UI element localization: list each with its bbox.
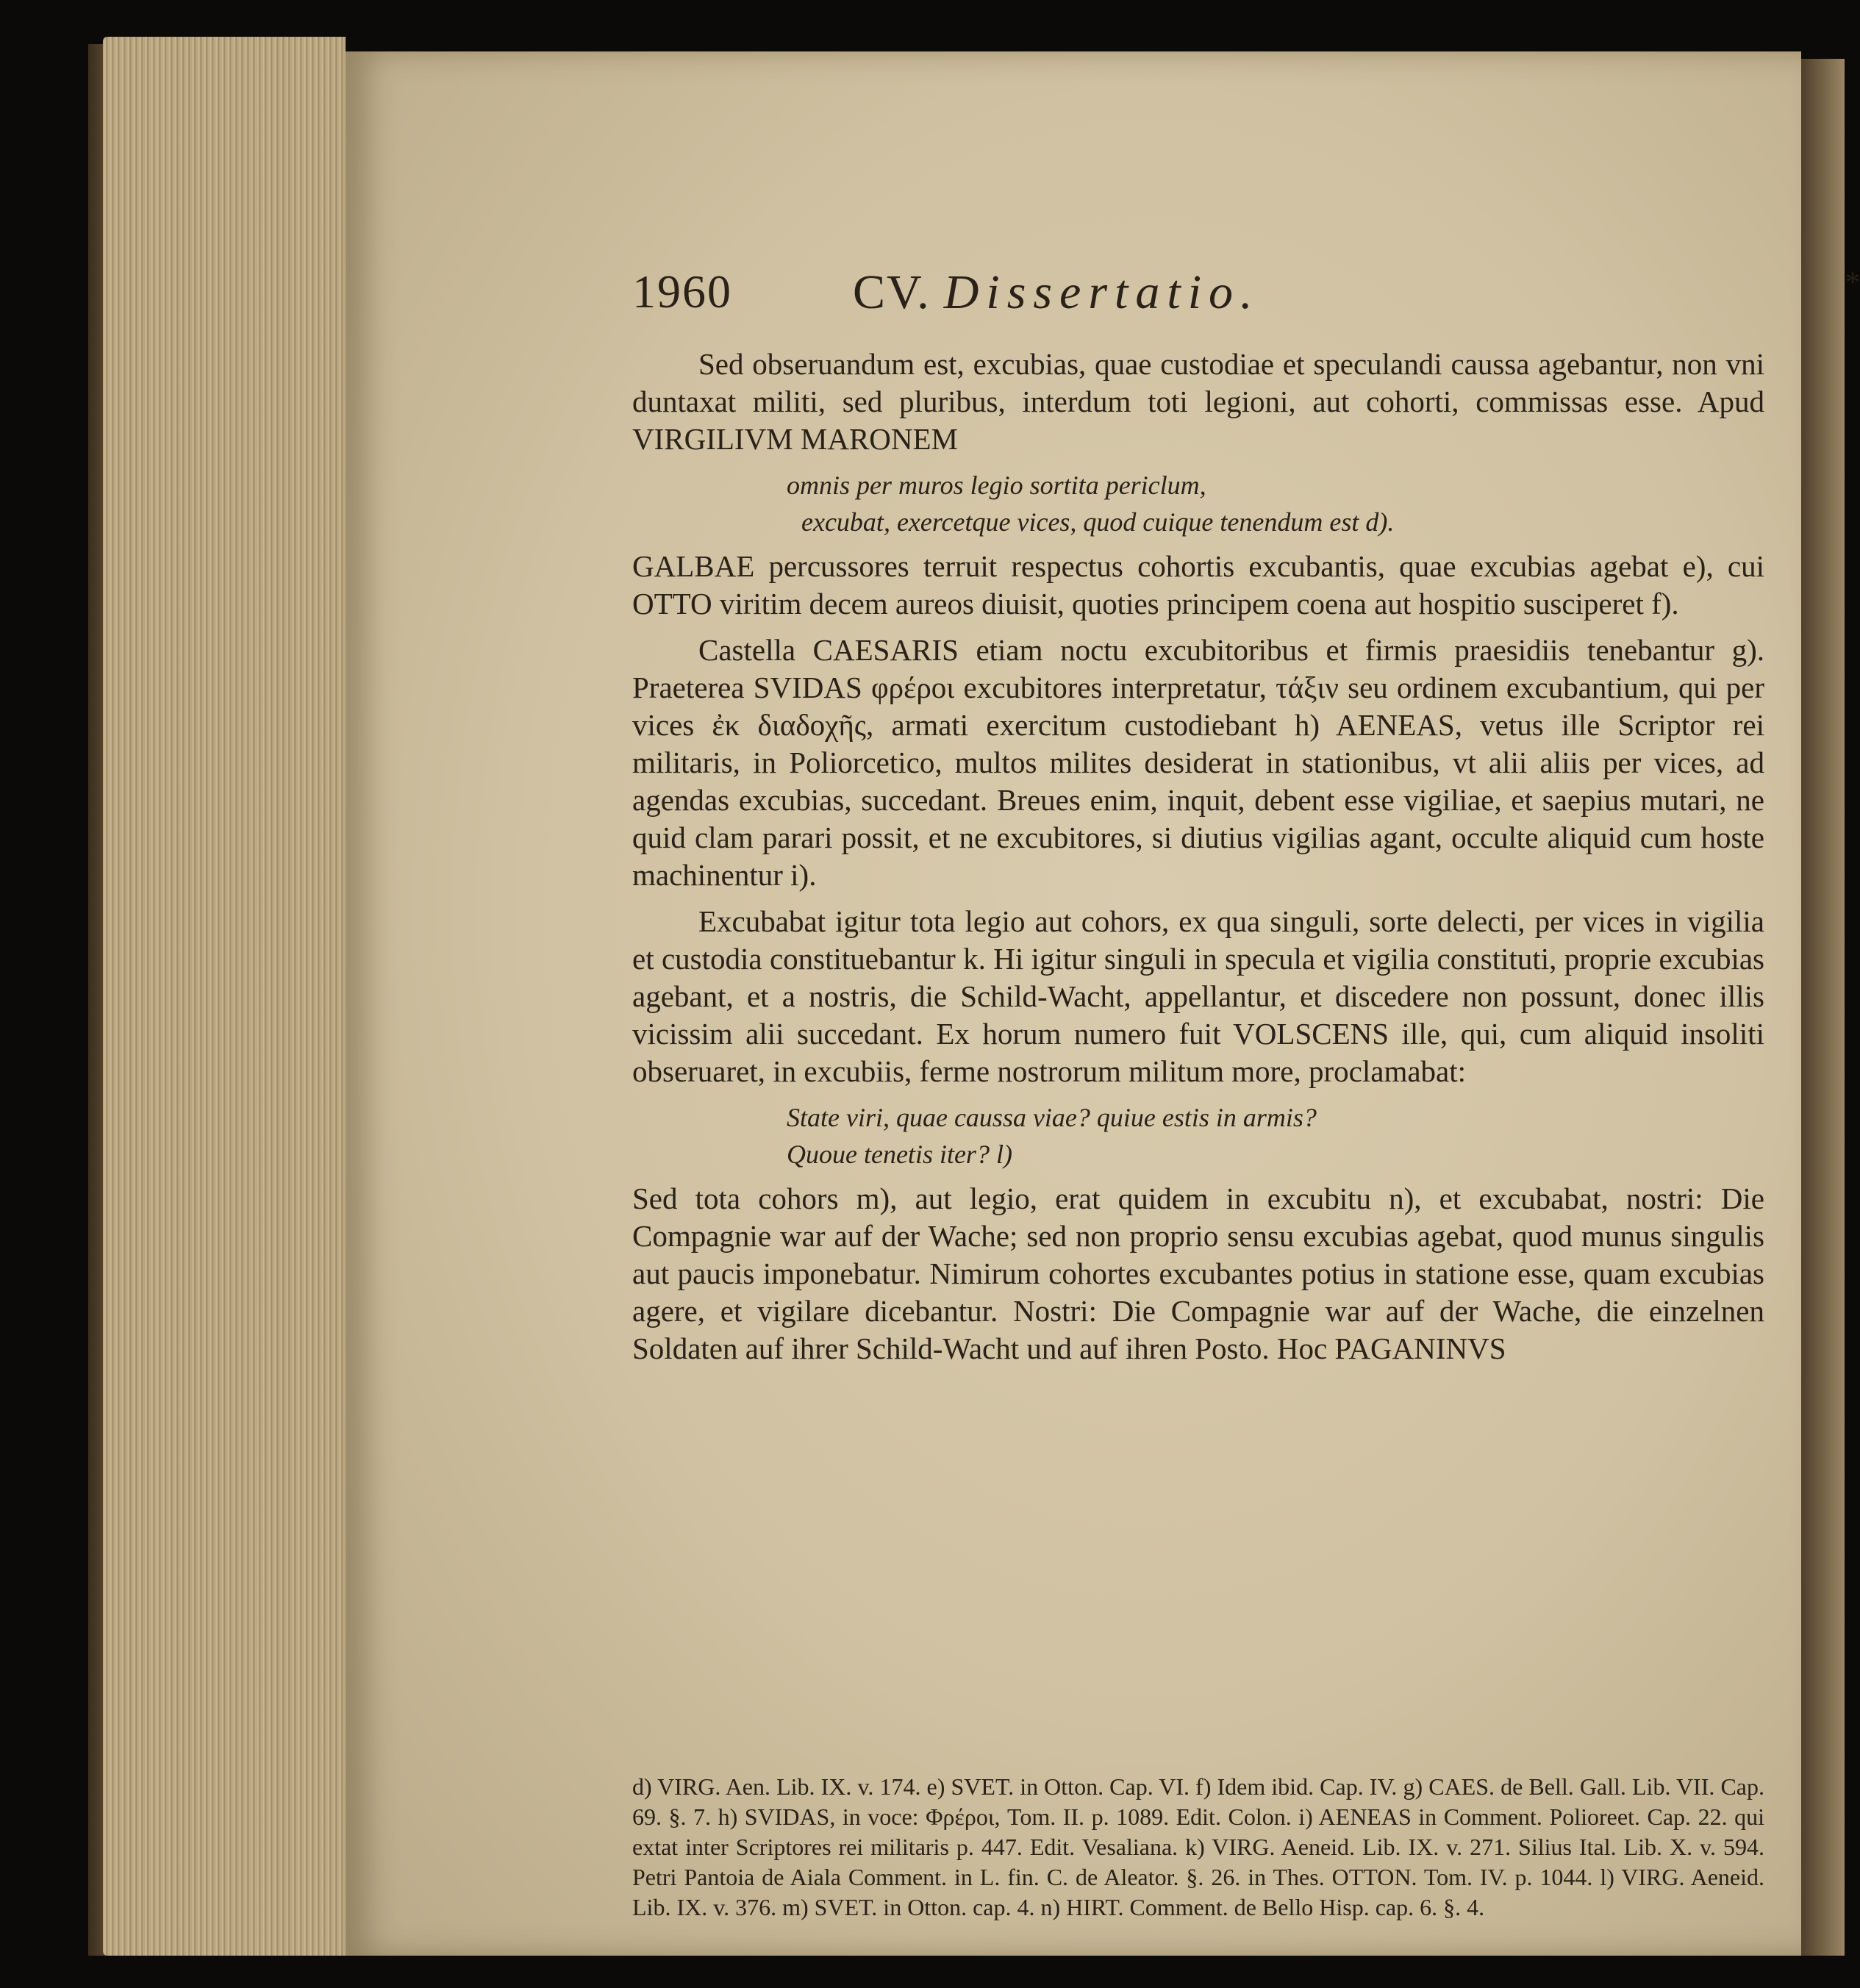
footnotes <box>632 1772 1764 1923</box>
corner-mark: * <box>1845 265 1860 298</box>
verse-line: excubat, exercetque vices, quod cuique tenendum est d). <box>801 507 1395 537</box>
paragraph-5: Sed tota cohors m), aut legio, erat quidem in excubitu n), et excubabat, nostri: Die Compagnie war auf der Wache; sed non proprio sensu excubias agebat, quod munus singulis aut paucis imponebatur. Nimirum cohortes excubantes potius in statione esse, quam excubias agere, et vigilare dicebantur. Nostri: Die Compagnie war auf der Wache, die einzelnen Soldaten auf ihrer Schild-Wacht und auf ihren Posto. Hoc PAGANINVS <box>632 1181 1764 1365</box>
body-text <box>632 346 1764 1376</box>
verse-line: omnis per muros legio sortita periclum, <box>787 471 1206 500</box>
page-number: 1960 <box>632 265 732 318</box>
page <box>346 51 1860 1956</box>
paragraph-2: GALBAE percussores terruit respectus cohortis excubantis, quae excubias agebat e), cui OTTO viritim decem aureos diuisit, quoties principem coena aut hospitio susciperet f). <box>632 549 1764 621</box>
footnote-block: d) VIRG. Aen. Lib. IX. v. 174. e) SVET. in Otton. Cap. VI. f) Idem ibid. Cap. IV. g) CAES. de Bell. Gall. Lib. VII. Cap. 69. §. 7. h) SVIDAS, in voce: Φρέροι, Tom. II. p. 1089. Edit. Colon. i) AENEAS in Comment. Polioreet. Cap. 22. qui extat inter Scriptores rei militaris p. 447. Edit. Vesaliana. k) VIRG. Aeneid. Lib. IX. v. 271. Silius Ital. Lib. X. v. 594. Petri Pantoia de Aiala Comment. in L. fin. C. de Aleator. §. 26. in Thes. OTTON. Tom. IV. p. 1044. l) VIRG. Aeneid. Lib. IX. v. 376. m) SVET. in Otton. cap. 4. n) HIRT. Comment. de Bello Hisp. cap. 6. §. 4. <box>632 1773 1764 1920</box>
verse-line: State viri, quae caussa viae? quiue estis in armis? <box>787 1103 1317 1132</box>
paragraph-4: Excubabat igitur tota legio aut cohors, ex qua singuli, sorte delecti, per vices in vigilia et custodia constituebantur k. Hi igitur singuli in specula et vigilia constituti, proprie excubias agebant, et a nostris, die Schild-Wacht, appellantur, et discedere non possunt, donec illis vicissim alii succedant. Ex horum numero fuit VOLSCENS ille, qui, cum aliquid insoliti obseruaret, in excubiis, ferme nostrorum militum more, proclamabat: <box>632 904 1764 1088</box>
page-header <box>632 265 1860 331</box>
verse-quote-1 <box>787 467 1764 540</box>
running-title-prefix: CV. <box>853 265 931 319</box>
facing-page-edge <box>1800 59 1845 1956</box>
paragraph-1: Sed obseruandum est, excubias, quae custodiae et speculandi caussa agebantur, non vni duntaxat militi, sed pluribus, interdum toti legioni, aut cohorti, commissas esse. Apud VIRGILIVM MARONEM <box>632 347 1764 456</box>
verse-line: Quoue tenetis iter? l) <box>787 1140 1012 1169</box>
running-title-text: Dissertatio. <box>943 265 1260 319</box>
paragraph-3: Castella CAESARIS etiam noctu excubitoribus et firmis praesidiis tenebantur g). Praeterea SVIDAS φρέροι excubitores interpretatur, τάξιν seu ordinem excubantium, qui per vices ἐκ διαδοχῆς, armati exercitum custodiebant h) AENEAS, vetus ille Scriptor rei militaris, in Poliorcetico, multos milites desiderat in stationibus, vt alii aliis per vices, ad agendas excubias, succedant. Breues enim, inquit, debent esse vigiliae, et saepius mutari, ne quid clam parari possit, et ne excubitores, si diutius vigilias agant, occulte aliquid cum hoste machinentur i). <box>632 633 1764 892</box>
running-title <box>853 265 1260 321</box>
verse-quote-2 <box>787 1099 1764 1173</box>
page-edges <box>103 37 346 1956</box>
